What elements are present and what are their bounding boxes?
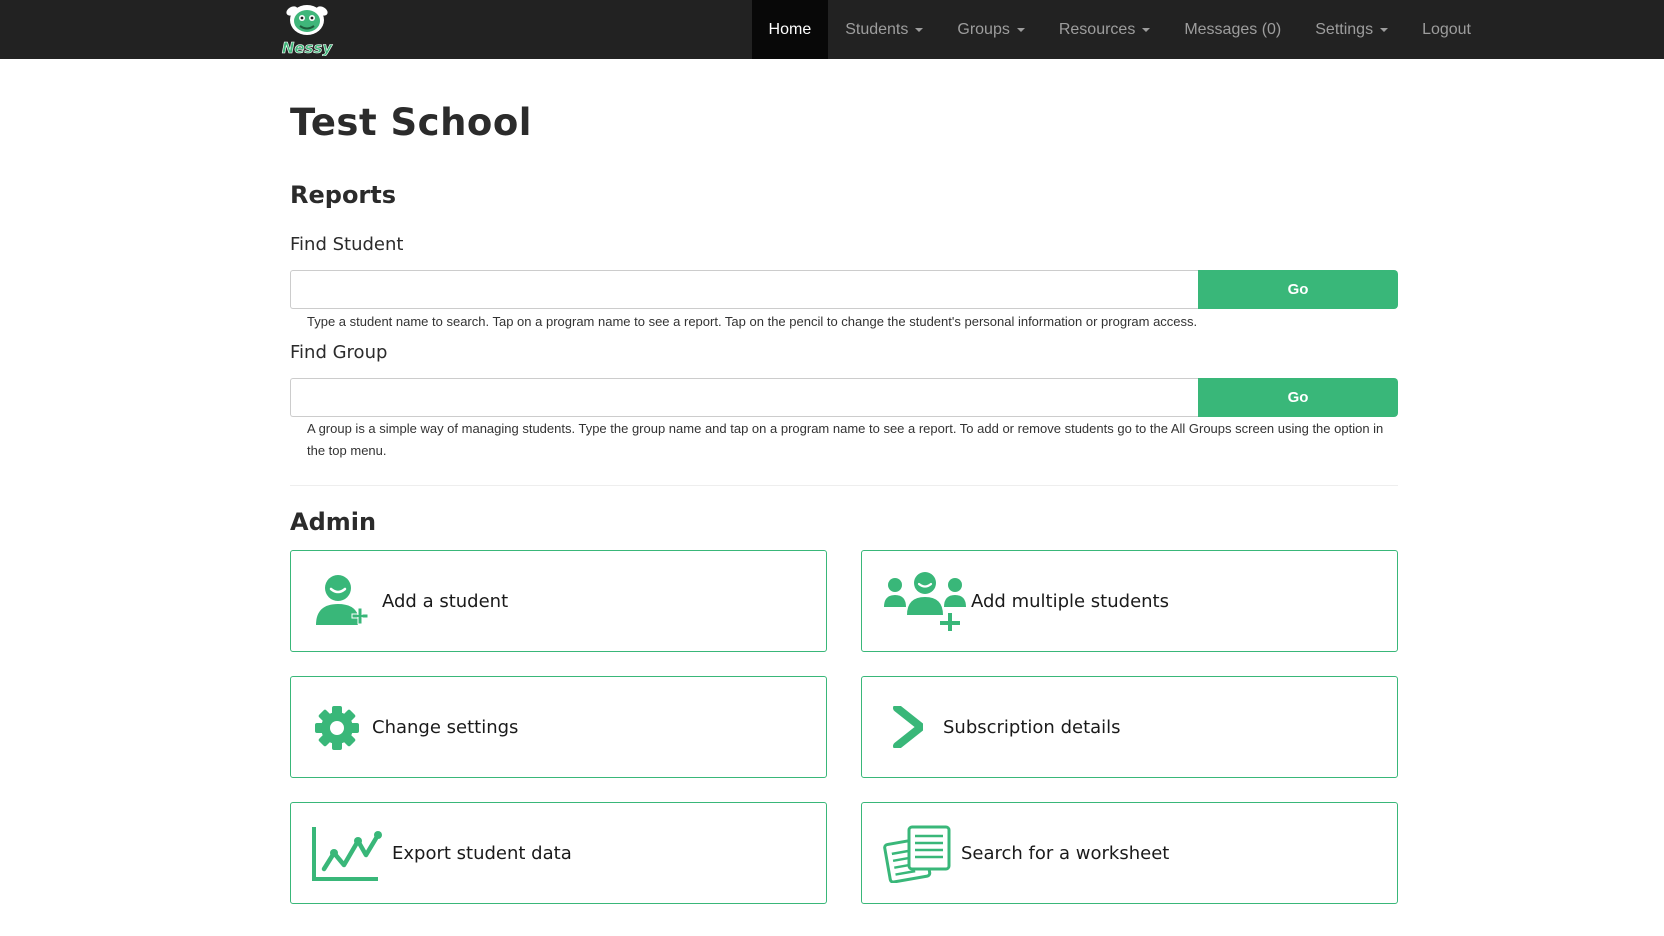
nav-groups-dropdown[interactable] [940,0,1041,59]
add-student-tile[interactable] [290,550,827,652]
worksheets-icon [883,823,953,883]
add-multiple-students-label: Add multiple students [971,590,1169,612]
find-student-label: Find Student [290,234,404,255]
search-worksheet-label: Search for a worksheet [961,842,1170,864]
caret-down-icon [1142,28,1150,32]
nav-messages-label: Messages (0) [1184,20,1282,38]
caret-down-icon [915,28,923,32]
find-group-go-button[interactable]: Go [1198,378,1398,417]
nav-home-label: Home [768,20,812,38]
find-group-row [290,378,1398,417]
find-student-help: Type a student name to search. Tap on a program name to see a report. Tap on the pencil to change the student's personal information or program access. [307,314,1198,329]
export-student-data-label: Export student data [392,842,572,864]
nav-logout[interactable] [1405,0,1488,59]
change-settings-label: Change settings [372,716,519,738]
search-worksheet-tile[interactable] [861,802,1398,904]
nav-logout-label: Logout [1422,20,1471,38]
reports-heading: Reports [290,181,397,209]
find-group-input[interactable] [290,378,1198,417]
caret-down-icon [1380,28,1388,32]
svg-text:Nessy: Nessy [281,39,333,56]
nav-resources-label: Resources [1058,20,1136,38]
nav-students-dropdown[interactable] [828,0,940,59]
admin-heading: Admin [290,508,377,536]
find-group-help: A group is a simple way of managing students. Type the group name and tap on a program name to see a report. To add or remove students go to the All Groups screen using the option in the top menu. [307,421,1384,458]
nav-students-label: Students [845,20,909,38]
caret-down-icon [1017,28,1025,32]
add-users-icon [884,572,966,631]
line-chart-icon [312,825,382,883]
nav-messages[interactable] [1167,0,1298,59]
subscription-details-tile[interactable] [861,676,1398,778]
nav-groups-label: Groups [957,20,1010,38]
change-settings-tile[interactable] [290,676,827,778]
find-student-go-button[interactable]: Go [1198,270,1398,309]
gear-icon [314,705,360,751]
section-divider [290,485,1398,486]
nav-resources-dropdown[interactable] [1042,0,1167,59]
export-student-data-tile[interactable] [290,802,827,904]
add-student-label: Add a student [382,590,509,612]
subscription-details-label: Subscription details [943,716,1121,738]
nav-settings-dropdown[interactable] [1298,0,1405,59]
nessy-logo[interactable] [278,2,336,56]
nav-settings-label: Settings [1315,20,1374,38]
chevron-right-icon [893,706,923,748]
add-multiple-students-tile[interactable] [861,550,1398,652]
page-title: Test School [290,101,532,144]
main-nav [752,0,1488,59]
nav-home[interactable] [752,0,829,59]
add-user-icon [314,573,370,631]
find-student-input[interactable] [290,270,1198,309]
find-student-row [290,270,1398,309]
top-navbar [0,0,1664,59]
find-group-label: Find Group [290,342,388,363]
